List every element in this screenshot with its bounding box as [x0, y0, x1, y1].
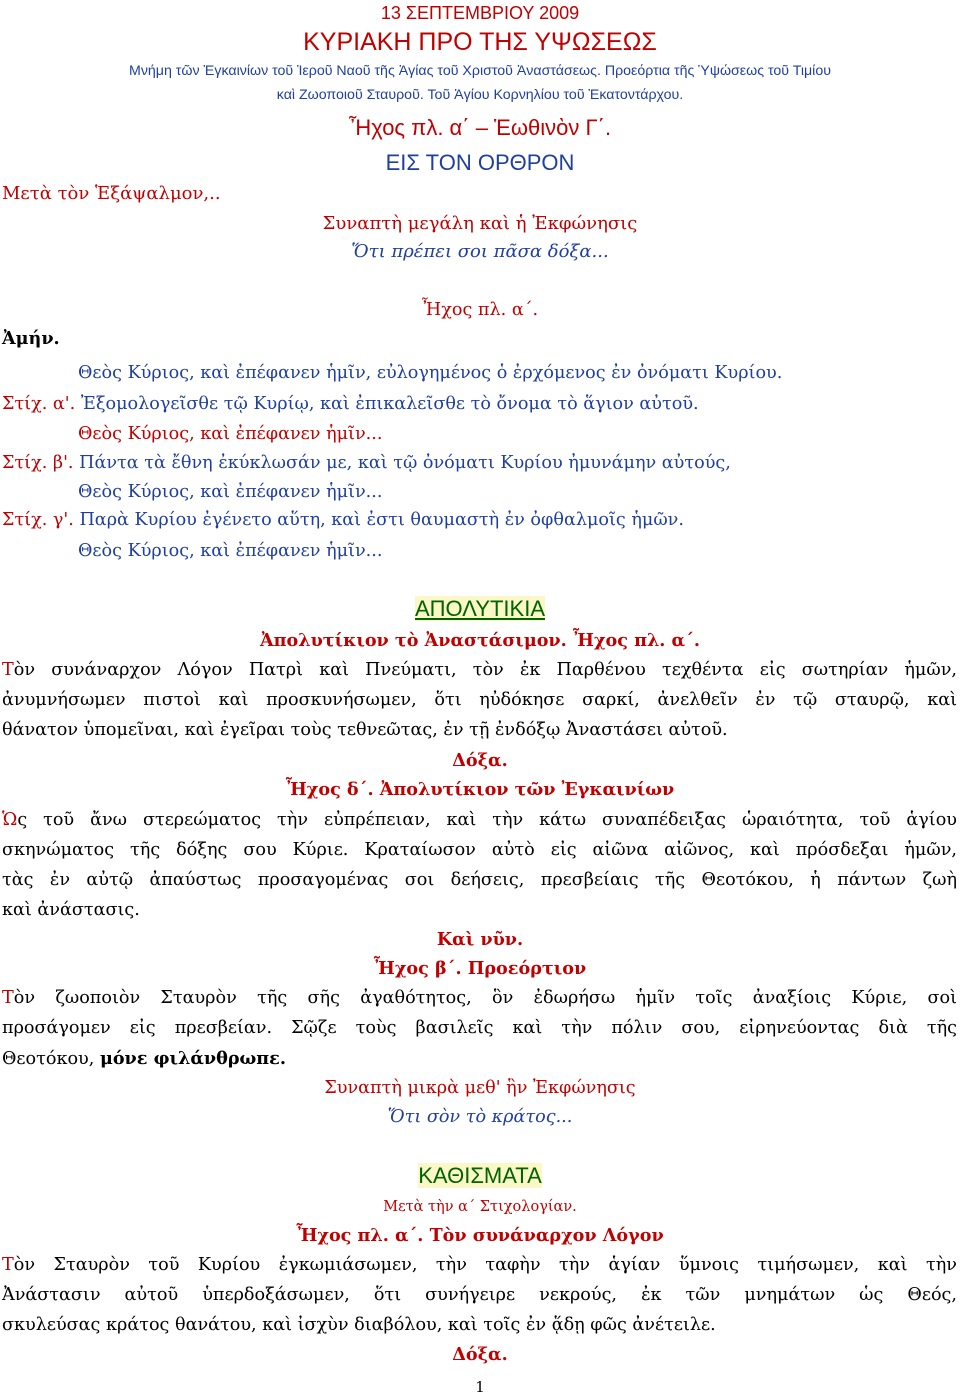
anastasimon-line-1-text: ὸν συνάναρχον Λόγον Πατρὶ καὶ Πνεύματι, τὸν ἐκ Παρθένου τεχθέντα εἰς σωτηρίαν ἡμῶν, [13, 660, 957, 680]
after-hexapsalmos: Μετὰ τὸν Ἑξάψαλμον,.. [2, 183, 221, 204]
commemoration-line-1: Μνήμη τῶν Ἐγκαινίων τοῦ Ἱεροῦ Ναοῦ τῆς Ἁγίας τοῦ Χριστοῦ Ἀναστάσεως. Προεόρτια τῆς Ὑψώσεως τοῦ Τιμίου [129, 63, 831, 79]
verse-1-text: Ἐξομολογεῖσθε τῷ Κυρίῳ, καὶ ἐπικαλεῖσθε τὸ ὄνομα τὸ ἅγιον αὐτοῦ. [75, 394, 699, 414]
proeortion-initial: Τ [2, 988, 14, 1008]
proeortion-ending: μόνε φιλάνθρωπε. [99, 1048, 286, 1069]
enkainia-line-4: καὶ ἀνάστασις. [2, 900, 140, 920]
page-title: ΚΥΡΙΑΚΗ ΠΡΟ ΤΗΣ ΥΨΩΣΕΩΣ [303, 28, 657, 56]
kai-nyn: Καὶ νῦν. [436, 929, 524, 950]
amen-text: Ἀμήν. [2, 328, 60, 349]
ekphonesis-text: Ὅτι πρέπει σοι πᾶσα δόξα... [351, 241, 609, 262]
doxa-2: Δόξα. [452, 1344, 508, 1365]
proeortion-line-3-text: Θεοτόκου, [2, 1049, 100, 1069]
kathismata-heading-wrap [0, 1163, 960, 1189]
after-stichology: Μετὰ τὴν α΄ Στιχολογίαν. [383, 1199, 577, 1215]
verse-1-label: Στίχ. α'. [2, 394, 76, 414]
apolytikia-heading: ΑΠΟΛΥΤΙΚΙΑ [414, 596, 546, 621]
anastasimon-label: Ἀπολυτίκιον τὸ Ἀναστάσιμον. Ἦχος πλ. α΄. [259, 630, 701, 651]
verse-3 [2, 510, 684, 530]
anastasimon-line-1 [2, 660, 957, 680]
proeortion-label: Ἦχος β΄. Προεόρτιον [373, 958, 587, 979]
proeortion-line-1 [2, 988, 957, 1008]
commemoration-line-2: καὶ Ζωοποιοῦ Σταυροῦ. Τοῦ Ἁγίου Κορνηλίου τοῦ Ἑκατοντάρχου. [276, 87, 684, 103]
proeortion-line-3 [2, 1048, 286, 1069]
small-litany-label: Συναπτὴ μικρὰ μεθ' ἣν Ἐκφώνησις [324, 1078, 636, 1098]
enkainia-initial: Ὡ [2, 810, 18, 830]
verse-1 [2, 394, 699, 414]
enkainia-line-3: τὰς ἐν αὐτῷ ἀπαύστως προσαγομένας σοι δεήσεις, πρεσβείαις τῆς Θεοτόκου, ἡ πάντων ζωὴ [2, 870, 957, 890]
great-litany-label: Συναπτὴ μεγάλη καὶ ἡ Ἐκφώνησις [322, 213, 638, 234]
enkainia-label: Ἦχος δ΄. Ἀπολυτίκιον τῶν Ἐγκαινίων [285, 779, 675, 800]
verse-2-text: Πάντα τὰ ἔθνη ἐκύκλωσάν με, καὶ τῷ ὀνόματι Κυρίου ἠμυνάμην αὐτούς, [73, 453, 731, 473]
enkainia-line-1-text: ς τοῦ ἄνω στερεώματος τὴν εὐπρέπειαν, καὶ τὴν κάτω συναπέδειξας ὡραιότητα, τοῦ ἁγίου [17, 810, 957, 830]
page-number: 1 [475, 1378, 485, 1396]
proeortion-line-2: προσάγομεν εἰς πρεσβείαν. Σῷζε τοὺς βασιλεῖς καὶ τὴν πόλιν σου, εἰρηνεύοντας διὰ τῆς [2, 1018, 957, 1038]
kathisma-line-1 [2, 1255, 957, 1275]
tone-heading: Ἦχος πλ. α΄ – Ἑωθινὸν Γ΄. [348, 115, 612, 140]
anastasimon-line-3: θάνατον ὑπομεῖναι, καὶ ἐγεῖραι τοὺς τεθνεῶτας, ἐν τῇ ἐνδόξῳ Ἀναστάσει αὐτοῦ. [2, 720, 728, 740]
anastasimon-initial: Τ [2, 660, 14, 680]
enkainia-line-1 [2, 810, 957, 830]
theos-kyrios-full: Θεὸς Κύριος, καὶ ἐπέφανεν ἡμῖν, εὐλογημένος ὁ ἐρχόμενος ἐν ὀνόματι Κυρίου. [78, 363, 783, 383]
refrain-2: Θεὸς Κύριος, καὶ ἐπέφανεν ἡμῖν... [78, 482, 383, 502]
small-ekphonesis: Ὅτι σὸν τὸ κράτος... [387, 1107, 573, 1127]
kathismata-heading: ΚΑΘΙΣΜΑΤΑ [418, 1163, 542, 1188]
date-heading: 13 ΣΕΠΤΕΜΒΡΙΟΥ 2009 [380, 3, 580, 23]
kathisma-line-2: Ἀνάστασιν αὐτοῦ ὑπερδοξάσωμεν, ὅτι συνήγειρε νεκρούς, ἐκ τῶν μνημάτων ὡς Θεός, [2, 1285, 957, 1305]
anastasimon-line-2: ἀνυμνήσωμεν πιστοὶ καὶ προσκυνήσωμεν, ὅτι ηὐδόκησε σαρκί, ἀνελθεῖν ἐν τῷ σταυρῷ, καὶ [2, 690, 957, 710]
kathisma-line-1-text: ὸν Σταυρὸν τοῦ Κυρίου ἐγκωμιάσωμεν, τὴν ταφὴν τὴν ἁγίαν ὕμνοις τιμήσωμεν, καὶ τὴν [13, 1255, 957, 1275]
apolytikia-heading-wrap [0, 596, 960, 622]
doxa-1: Δόξα. [452, 750, 508, 771]
verse-2 [2, 453, 731, 473]
enkainia-line-2: σκηνώματος τῆς δόξης σου Κύριε. Κραταίωσον αὐτὸ εἰς αἰῶνα αἰῶνος, καὶ πρόσδεξαι ἡμῶν, [2, 840, 957, 860]
verse-3-text: Παρὰ Κυρίου ἐγένετο αὕτη, καὶ ἐστι θαυμαστὴ ἐν ὀφθαλμοῖς ἡμῶν. [73, 510, 684, 530]
refrain-1: Θεὸς Κύριος, καὶ ἐπέφανεν ἡμῖν... [78, 424, 383, 444]
refrain-3: Θεὸς Κύριος, καὶ ἐπέφανεν ἡμῖν... [78, 541, 383, 561]
kathismata-tone-label: Ἦχος πλ. α΄. Τὸν συνάναρχον Λόγον [296, 1225, 664, 1246]
kathisma-line-3: σκυλεύσας κράτος θανάτου, καὶ ἰσχὺν διαβόλου, καὶ τοῖς ἐν ᾅδῃ φῶς ἀνέτειλε. [2, 1315, 716, 1335]
tone-label: Ἦχος πλ. α΄. [421, 300, 539, 320]
proeortion-line-1-text: ὸν ζωοποιὸν Σταυρὸν τῆς σῆς ἀγαθότητος, ὃν ἐδωρήσω ἡμῖν τοῖς ἀναξίοις Κύριε, σοὶ [13, 988, 957, 1008]
orthros-heading: ΕΙΣ ΤΟΝ ΟΡΘΡΟΝ [385, 150, 575, 175]
verse-2-label: Στίχ. β'. [2, 453, 74, 473]
kathisma-initial: Τ [2, 1255, 14, 1275]
verse-3-label: Στίχ. γ'. [2, 510, 74, 530]
